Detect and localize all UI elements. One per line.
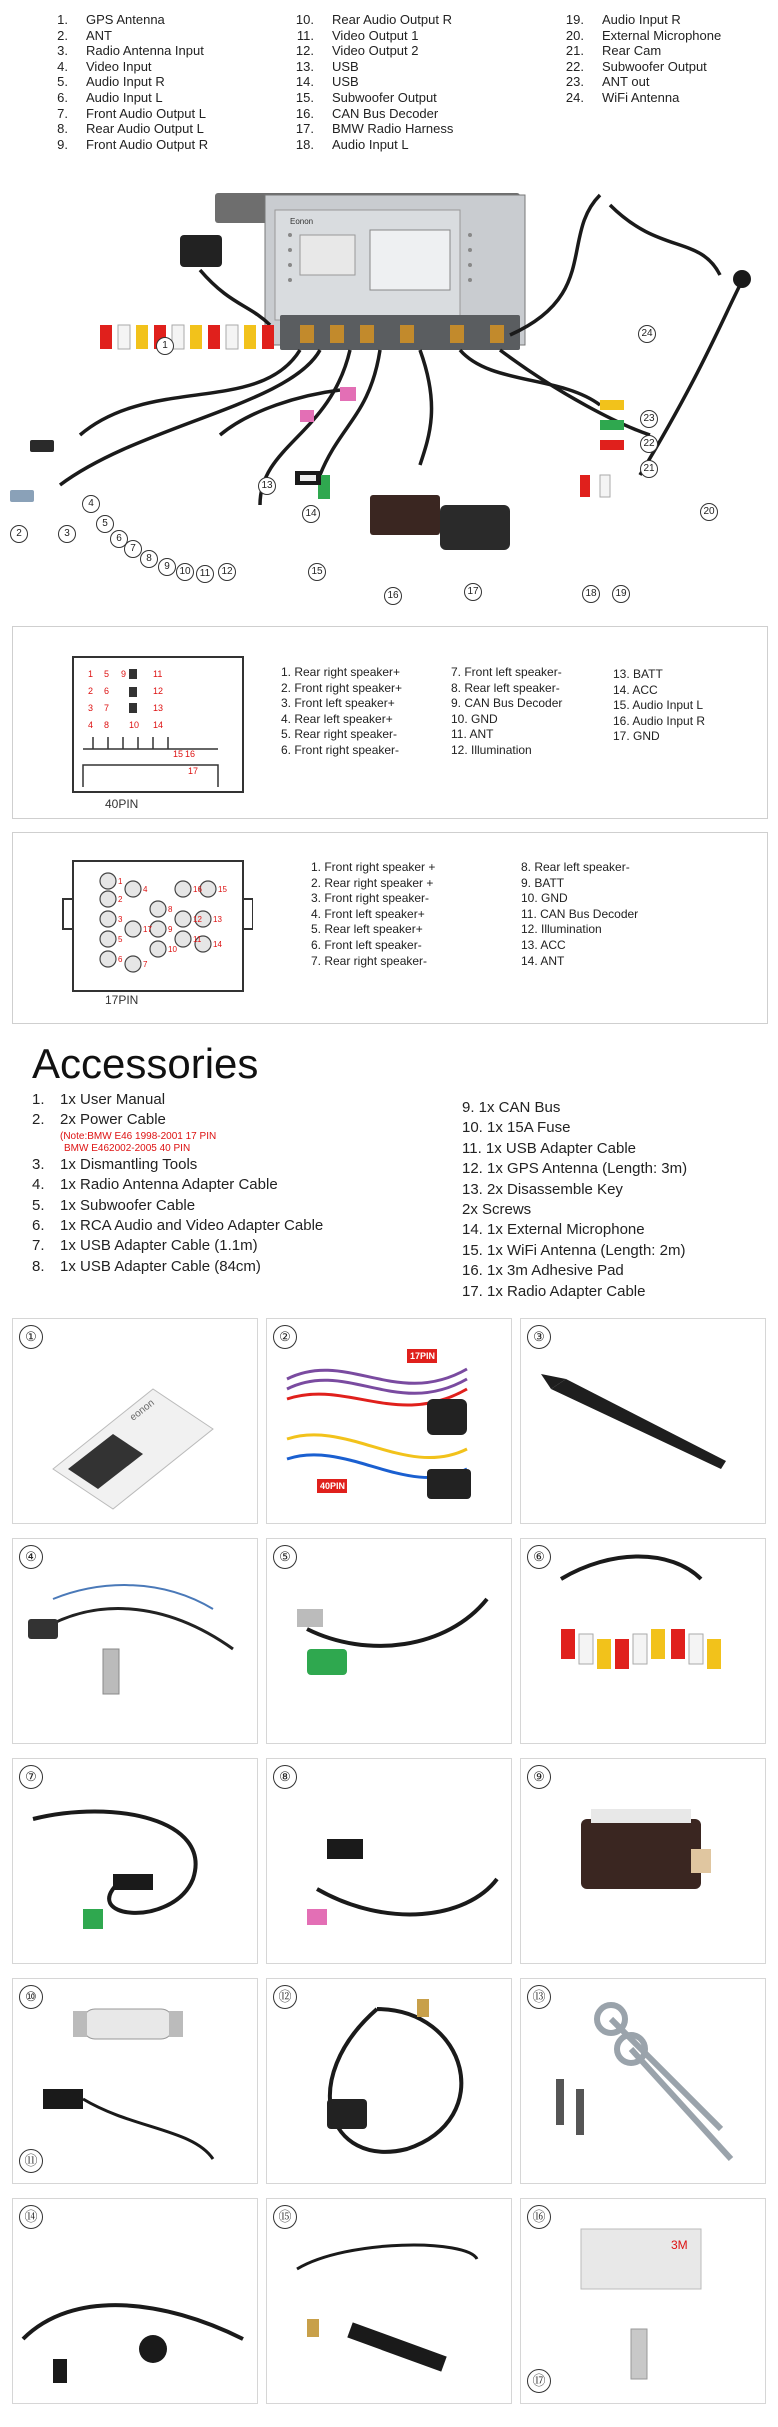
pin17-item: 4. Front left speaker+	[311, 906, 425, 921]
pin17-number: 1	[118, 877, 123, 886]
port-item	[44, 137, 208, 153]
accessory-image	[521, 1979, 766, 2184]
callout-20: 20	[700, 503, 718, 521]
pin17-pin	[125, 956, 141, 972]
pin17-item: 9. BATT	[521, 875, 565, 890]
pin17-number: 14	[213, 940, 222, 949]
pin40-number: 17	[188, 766, 199, 776]
photo-number-badge: ⑩	[19, 1985, 43, 2009]
pin17-pin	[100, 873, 116, 889]
callout-19: 19	[612, 585, 630, 603]
pin17-item: 10. GND	[521, 891, 568, 906]
accessory-image	[267, 1759, 512, 1964]
port-label: Audio Input L	[332, 136, 409, 152]
pin17-number: 7	[143, 960, 148, 969]
callout-11: 11	[196, 565, 214, 583]
pin40-number: 10	[129, 720, 140, 730]
port-number: 7.	[57, 105, 68, 121]
pin40-item: 17. GND	[613, 729, 660, 744]
port-number: 18.	[295, 136, 314, 152]
accessory-image	[13, 1539, 258, 1744]
port-label: Audio Input R	[602, 12, 681, 27]
port-item	[290, 59, 453, 75]
callout-3: 3	[58, 525, 76, 543]
pin40-item: 5. Rear right speaker-	[281, 727, 398, 742]
pin40-item: 9. CAN Bus Decoder	[451, 696, 563, 711]
pin17-item: 6. Front left speaker-	[311, 937, 422, 952]
callout-21: 21	[640, 460, 658, 478]
pin17-pin	[175, 881, 191, 897]
accessory-photo	[12, 1538, 258, 1744]
port-label: CAN Bus Decoder	[332, 105, 439, 121]
pin40-number: 16	[185, 749, 196, 759]
callout-14: 14	[302, 505, 320, 523]
port-label: Rear Cam	[602, 43, 662, 59]
pin40-list-col-3	[613, 667, 705, 745]
port-number: 1.	[57, 12, 68, 27]
pin17-item: 11. CAN Bus Decoder	[521, 906, 639, 921]
head-unit-chassis	[215, 193, 525, 350]
pin40-number: 6	[104, 686, 110, 696]
port-number: 5.	[57, 74, 68, 90]
pin17-number: 11	[193, 935, 202, 944]
pin40-item: 16. Audio Input R	[613, 713, 706, 728]
photo-number-badge-secondary: ⑪	[19, 2149, 43, 2173]
accessory-item: 12. 1x GPS Antenna (Length: 3m)	[462, 1160, 688, 1178]
port-list-col-2	[290, 12, 453, 152]
pin40-number: 2	[88, 686, 94, 696]
accessory-photo	[520, 2198, 766, 2404]
accessory-photo	[520, 1538, 766, 1744]
photo-number-badge: ⑯	[527, 2205, 551, 2229]
accessory-image	[13, 1979, 258, 2184]
pin17-item: 12. Illumination	[521, 922, 602, 937]
pin40-number: 11	[153, 669, 163, 679]
port-label: Rear Audio Output L	[86, 121, 204, 137]
pin17-number: 4	[143, 885, 148, 894]
pad-brand: 3M	[671, 2238, 688, 2252]
pin40-item: 6. Front right speaker-	[281, 742, 400, 757]
pin17-number: 17	[143, 925, 152, 934]
port-item	[44, 121, 208, 137]
port-label: Subwoofer Output	[332, 89, 437, 105]
pin17-connector	[53, 849, 253, 999]
port-number: 20.	[565, 27, 584, 43]
photo-number-badge: ⑭	[19, 2205, 43, 2229]
pin40-item: 13. BATT	[613, 667, 663, 681]
tag-17pin: 17PIN	[410, 1351, 436, 1361]
port-item	[560, 43, 721, 59]
port-item	[44, 59, 208, 75]
pin40-item: 4. Rear left speaker+	[281, 711, 393, 726]
pin17-number: 5	[118, 935, 123, 944]
accessory-photo	[266, 2198, 512, 2404]
callout-2: 2	[10, 525, 28, 543]
photo-number-badge: ①	[19, 1325, 43, 1349]
port-label: BMW Radio Harness	[332, 121, 454, 137]
pin17-list-col-2	[521, 860, 638, 969]
pin17-number: 16	[193, 885, 202, 894]
port-label: WiFi Antenna	[602, 89, 680, 105]
photo-number-badge: ⑨	[527, 1765, 551, 1789]
accessory-photo	[520, 1758, 766, 1964]
manual-brand: eonon	[128, 1397, 157, 1424]
pin40-number: 3	[88, 703, 94, 713]
accessory-photo	[266, 1538, 512, 1744]
accessory-item: 17. 1x Radio Adapter Cable	[462, 1282, 646, 1300]
accessory-2: 2x Power Cable	[60, 1111, 166, 1129]
photo-number-badge-secondary: ⑰	[527, 2369, 551, 2393]
accessory-image	[267, 1979, 512, 2184]
accessory-note-1: (Note:BMW E46 1998-2001 17 PIN	[60, 1130, 217, 1142]
pin17-item: 1. Front right speaker +	[311, 860, 436, 874]
accessory-photo	[12, 1318, 258, 1524]
callout-6: 6	[110, 530, 128, 548]
port-number: 19.	[565, 12, 584, 27]
accessory-photo	[12, 2198, 258, 2404]
pin40-item: 10. GND	[451, 711, 498, 726]
pin17-number: 10	[168, 945, 177, 954]
accessory-image	[267, 1319, 512, 1524]
accessory-image	[13, 2199, 258, 2404]
pin40-item: 1. Rear right speaker+	[281, 665, 401, 679]
accessory-image	[267, 2199, 512, 2404]
accessory-photo	[266, 1978, 512, 2184]
pin17-pin	[125, 881, 141, 897]
pin40-item: 7. Front left speaker-	[451, 665, 562, 679]
pin40-label: 40PIN	[105, 797, 139, 811]
port-item	[44, 90, 208, 106]
port-label: ANT	[86, 27, 112, 43]
accessories-list-right	[462, 1098, 687, 1302]
callout-10: 10	[176, 563, 194, 581]
accessory-photo	[520, 1978, 766, 2184]
photo-number-badge: ⑫	[273, 1985, 297, 2009]
pin17-pin	[175, 911, 191, 927]
pin40-number: 7	[104, 703, 110, 713]
pin17-list-col-1	[311, 860, 435, 969]
port-item	[290, 90, 453, 106]
port-item	[560, 59, 721, 75]
port-number: 3.	[57, 43, 68, 59]
port-number: 24.	[565, 89, 584, 105]
port-list-col-1	[44, 12, 208, 152]
callout-8: 8	[140, 550, 158, 568]
pin40-connector	[53, 637, 253, 797]
port-item	[560, 90, 721, 106]
port-label: Rear Audio Output R	[332, 12, 452, 27]
accessory-image	[521, 1759, 766, 1964]
callout-15: 15	[308, 563, 326, 581]
pin17-pin	[175, 931, 191, 947]
accessory-photo	[12, 1758, 258, 1964]
canbus-box	[370, 495, 440, 535]
pin40-item: 12. Illumination	[451, 742, 532, 757]
pin40-number: 12	[153, 686, 164, 696]
pin40-number: 5	[104, 669, 110, 679]
pin40-number: 14	[153, 720, 164, 730]
callout-16: 16	[384, 587, 402, 605]
callout-17: 17	[464, 583, 482, 601]
pin17-item: 7. Rear right speaker-	[311, 953, 428, 968]
callout-4: 4	[82, 495, 100, 513]
callout-5: 5	[96, 515, 114, 533]
pin17-number: 9	[168, 925, 173, 934]
port-label: Video Input	[86, 58, 152, 74]
port-item	[290, 12, 453, 28]
accessory-item: 3. 1x Dismantling Tools	[32, 1155, 198, 1173]
port-number: 22.	[565, 58, 584, 74]
pin17-pin	[100, 931, 116, 947]
photo-number-badge: ⑬	[527, 1985, 551, 2009]
accessory-image	[13, 1319, 258, 1524]
callout-12: 12	[218, 563, 236, 581]
photo-number-badge: ⑧	[273, 1765, 297, 1789]
pin17-item: 2. Rear right speaker +	[311, 875, 434, 890]
accessory-image	[521, 1319, 766, 1524]
photo-number-badge: ④	[19, 1545, 43, 1569]
pin17-number: 6	[118, 955, 123, 964]
pin17-item: 3. Front right speaker-	[311, 891, 430, 906]
photo-number-badge: ②	[273, 1325, 297, 1349]
pin17-panel	[12, 832, 768, 1024]
callout-1: 1	[156, 337, 174, 355]
tag-40pin: 40PIN	[320, 1481, 346, 1491]
pin40-number: 4	[88, 720, 94, 730]
accessory-item: 6. 1x RCA Audio and Video Adapter Cable	[32, 1217, 324, 1235]
pin17-number: 15	[218, 885, 227, 894]
pin17-pin	[150, 941, 166, 957]
pin17-pin	[100, 911, 116, 927]
port-item	[290, 106, 453, 122]
port-label: Subwoofer Output	[602, 58, 707, 74]
port-number: 16.	[295, 105, 314, 121]
pin40-item: 15. Audio Input L	[613, 698, 704, 713]
port-label: Audio Input L	[86, 89, 163, 105]
accessories-title: Accessories	[32, 1040, 259, 1087]
accessory-image	[267, 1539, 512, 1744]
bmw-harness	[440, 505, 510, 550]
accessory-item: 7. 1x USB Adapter Cable (1.1m)	[32, 1237, 258, 1255]
accessory-image	[521, 2199, 766, 2404]
port-item	[290, 74, 453, 90]
accessory-item: 2x Screws	[462, 1201, 532, 1219]
accessory-item: 16. 1x 3m Adhesive Pad	[462, 1262, 624, 1280]
wiring-diagram-illustration	[0, 175, 778, 615]
port-number: 17.	[295, 121, 314, 137]
pin40-number: 15	[173, 749, 184, 759]
port-label: Front Audio Output L	[86, 105, 206, 121]
pin40-item: 8. Rear left speaker-	[451, 680, 560, 695]
accessory-photo	[266, 1758, 512, 1964]
pin17-pin	[150, 901, 166, 917]
accessory-photo	[12, 1978, 258, 2184]
port-number: 11.	[296, 27, 314, 43]
callout-7: 7	[124, 540, 142, 558]
photo-number-badge: ⑥	[527, 1545, 551, 1569]
port-number: 21.	[565, 43, 584, 59]
accessory-image	[13, 1759, 258, 1964]
photo-number-badge: ⑦	[19, 1765, 43, 1789]
pin17-pin	[150, 921, 166, 937]
callout-18: 18	[582, 585, 600, 603]
pin40-panel	[12, 626, 768, 819]
pin17-item: 5. Rear left speaker+	[311, 922, 423, 937]
pin17-number: 13	[213, 915, 222, 924]
pin17-pin	[125, 921, 141, 937]
port-label: External Microphone	[602, 27, 722, 43]
pin17-item: 13. ACC	[521, 937, 566, 952]
port-item	[560, 12, 721, 28]
brand-mark: Eonon	[290, 217, 314, 226]
port-item	[44, 43, 208, 59]
port-item	[44, 74, 208, 90]
photo-number-badge: ③	[527, 1325, 551, 1349]
accessory-item: 4. 1x Radio Antenna Adapter Cable	[32, 1176, 278, 1194]
rca-plugs	[100, 325, 624, 499]
callout-24: 24	[638, 325, 656, 343]
port-item	[44, 106, 208, 122]
port-number: 4.	[57, 58, 68, 74]
pin40-number: 13	[153, 703, 164, 713]
photo-number-badge: ⑤	[273, 1545, 297, 1569]
port-item	[290, 121, 453, 137]
port-number: 9.	[57, 136, 68, 152]
accessory-item: 5. 1x Subwoofer Cable	[32, 1196, 196, 1214]
port-number: 15.	[295, 89, 314, 105]
accessories-list-left: 1. 1x User Manual 2. 2x Power Cable (Note:BMW E46 1998-2001 17 PIN BMW E462002-2005 40 PIN 3. 1x Dismantling Tools 4. 1x Radio Antenna Adapter Cable 5. 1x Subwoofer Cable 6. 1x RCA Audio and Video Adapter Cable 7. 1x USB Adapter Cable (1.1m) 8. 1x USB Adapter Cable (84cm)	[32, 1090, 323, 1277]
port-label: GPS Antenna	[86, 12, 165, 27]
pin17-label: 17PIN	[105, 993, 139, 1007]
port-label: Audio Input R	[86, 74, 165, 90]
pin40-item: 14. ACC	[613, 682, 658, 697]
pin40-list-col-1	[281, 665, 402, 759]
pin17-number: 8	[168, 905, 173, 914]
port-number: 12.	[295, 43, 314, 59]
port-label: Video Output 2	[332, 43, 419, 59]
port-number: 6.	[57, 89, 68, 105]
gps-puck	[180, 235, 222, 267]
accessory-item: 11. 1x USB Adapter Cable	[462, 1139, 636, 1157]
accessory-item: 14. 1x External Microphone	[462, 1221, 645, 1239]
accessory-item: 15. 1x WiFi Antenna (Length: 2m)	[462, 1241, 686, 1259]
callout-9: 9	[158, 558, 176, 576]
port-number: 23.	[565, 74, 584, 90]
accessory-item: 9. 1x CAN Bus	[462, 1099, 561, 1116]
pin40-number: 9	[121, 669, 127, 679]
port-number: 10.	[295, 12, 314, 27]
port-item	[44, 28, 208, 44]
pin40-item: 3. Front left speaker+	[281, 696, 395, 711]
port-number: 13.	[295, 58, 314, 74]
port-item	[290, 43, 453, 59]
pin40-item: 2. Front right speaker+	[281, 680, 403, 695]
pin40-list-col-2	[451, 665, 562, 759]
pin17-number: 2	[118, 895, 123, 904]
port-item	[290, 137, 453, 153]
callout-22: 22	[640, 435, 658, 453]
accessory-item: 10. 1x 15A Fuse	[462, 1119, 571, 1137]
port-number: 2.	[57, 27, 68, 43]
callout-13: 13	[258, 477, 276, 495]
port-item	[290, 28, 453, 44]
pin17-item: 14. ANT	[521, 953, 565, 968]
photo-number-badge: ⑮	[273, 2205, 297, 2229]
port-label: Video Output 1	[332, 27, 419, 43]
port-number: 14.	[295, 74, 314, 90]
pin17-item: 8. Rear left speaker-	[521, 860, 630, 874]
port-item	[560, 28, 721, 44]
port-number: 8.	[57, 121, 68, 137]
port-label: Radio Antenna Input	[86, 43, 204, 59]
pin17-number: 3	[118, 915, 123, 924]
port-label: ANT out	[602, 74, 650, 90]
accessory-image	[521, 1539, 766, 1744]
pin17-pin	[100, 891, 116, 907]
accessory-photo	[520, 1318, 766, 1524]
pin40-number: 1	[88, 669, 94, 679]
port-label: USB	[332, 74, 359, 90]
callout-23: 23	[640, 410, 658, 428]
accessory-item: 13. 2x Disassemble Key	[462, 1180, 623, 1198]
accessory-note-2: BMW E462002-2005 40 PIN	[64, 1142, 191, 1154]
accessory-1: 1x User Manual	[60, 1091, 166, 1108]
pin40-item: 11. ANT	[451, 727, 494, 742]
port-item	[44, 12, 208, 28]
port-label: Front Audio Output R	[86, 136, 209, 152]
pin17-pin	[100, 951, 116, 967]
pin40-number: 8	[104, 720, 110, 730]
pin17-number: 12	[193, 915, 202, 924]
pin17-pin	[200, 881, 216, 897]
accessory-photo	[266, 1318, 512, 1524]
port-item	[560, 74, 721, 90]
wiring-diagram	[0, 175, 778, 615]
accessory-item: 8. 1x USB Adapter Cable (84cm)	[32, 1257, 261, 1275]
port-label: USB	[332, 58, 359, 74]
port-list-col-3	[560, 12, 721, 106]
